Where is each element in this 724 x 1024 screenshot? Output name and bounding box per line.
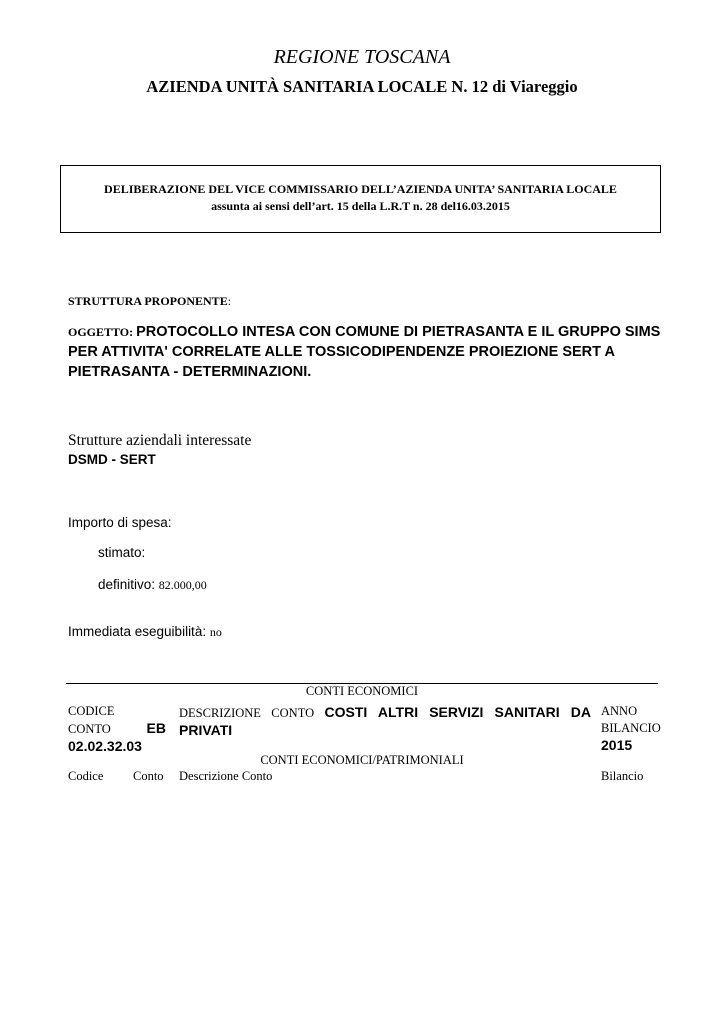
stimato-label: stimato: bbox=[98, 545, 146, 560]
immediata-eseguibilita-row bbox=[68, 624, 222, 640]
struttura-proponente-label: STRUTTURA PROPONENTE bbox=[68, 294, 228, 308]
struttura-proponente bbox=[68, 294, 231, 309]
bilancio-label: BILANCIO bbox=[601, 721, 661, 735]
azienda-title: AZIENDA UNITÀ SANITARIA LOCALE N. 12 di Viareggio bbox=[146, 77, 578, 96]
codice-prefix: EB bbox=[146, 720, 166, 736]
definitivo-row bbox=[98, 577, 207, 593]
oggetto-section bbox=[68, 322, 668, 382]
conti-patrimoniali-title: CONTI ECONOMICI/PATRIMONIALI bbox=[260, 753, 464, 767]
immediata-eseguibilita-label: Immediata eseguibilità: bbox=[68, 624, 210, 639]
definitivo-value: 82.000,00 bbox=[158, 578, 207, 592]
struttura-proponente-colon: : bbox=[227, 294, 232, 308]
region-title: REGIONE TOSCANA bbox=[273, 46, 451, 68]
anno-bilancio-cell bbox=[601, 703, 671, 754]
patrimoniali-conto-header: Conto bbox=[133, 769, 164, 783]
codice-conto-cell bbox=[68, 703, 166, 755]
conto-row bbox=[68, 720, 166, 738]
strutture-interessate-value: DSMD - SERT bbox=[68, 452, 156, 467]
importo-spesa-label: Importo di spesa: bbox=[68, 515, 172, 530]
descrizione-conto-cell bbox=[179, 704, 591, 740]
oggetto-label: OGGETTO: bbox=[68, 325, 137, 339]
deliberazione-heading: DELIBERAZIONE DEL VICE COMMISSARIO DELL’AZIENDA UNITA’ SANITARIA LOCALE bbox=[104, 182, 617, 196]
anno-label: ANNO bbox=[601, 704, 638, 718]
conto-label: CONTO bbox=[68, 722, 111, 736]
immediata-eseguibilita-value: no bbox=[209, 625, 222, 639]
patrimoniali-bilancio-header: Bilancio bbox=[601, 769, 644, 783]
patrimoniali-descrizione-header: Descrizione Conto bbox=[179, 769, 273, 783]
codice-label: CODICE bbox=[68, 704, 115, 718]
patrimoniali-codice-header: Codice bbox=[68, 769, 104, 783]
descrizione-label: DESCRIZIONE CONTO bbox=[179, 706, 315, 720]
deliberazione-subheading: assunta ai sensi dell’art. 15 della L.R.T n. 28 del16.03.2015 bbox=[211, 199, 510, 213]
oggetto-text: PROTOCOLLO INTESA CON COMUNE DI PIETRASANTA E IL GRUPPO SIMS PER ATTIVITA' CORRELATE ALLE TOSSICODIPENDENZE PROIEZIONE SERT A PIETRASANTA - DETERMINAZIONI. bbox=[68, 324, 661, 380]
descrizione-value: COSTI ALTRI SERVIZI SANITARI DA PRIVATI bbox=[179, 704, 591, 738]
strutture-interessate-label: Strutture aziendali interessate bbox=[68, 432, 252, 449]
definitivo-label: definitivo: bbox=[98, 577, 159, 592]
anno-value: 2015 bbox=[601, 737, 633, 753]
conti-economici-title: CONTI ECONOMICI bbox=[305, 684, 419, 698]
codice-value: 02.02.32.03 bbox=[68, 738, 142, 754]
